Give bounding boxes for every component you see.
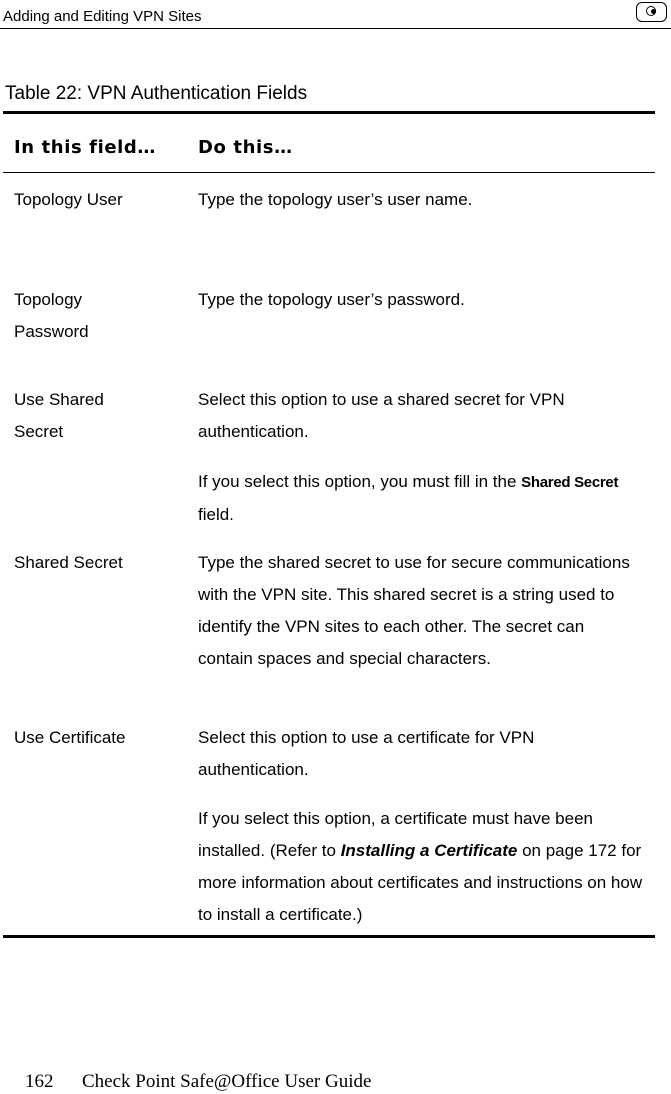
action-text: Select this option to use a certificate for VPN authentication. bbox=[198, 728, 535, 779]
field-reference: Shared Secret bbox=[521, 474, 619, 491]
table-bottom-rule bbox=[3, 935, 655, 938]
cross-reference-link[interactable]: Installing a Certificate bbox=[340, 841, 518, 860]
action-cell-topology-password bbox=[198, 284, 638, 316]
guide-title: Check Point Safe@Office User Guide bbox=[82, 1071, 372, 1092]
field-name-line: Use Shared bbox=[14, 390, 104, 409]
field-name: Use Certificate bbox=[14, 728, 126, 747]
field-cell-use-certificate bbox=[14, 722, 184, 754]
field-name-line: Secret bbox=[14, 422, 64, 441]
table-caption: Table 22: VPN Authentication Fields bbox=[5, 83, 308, 104]
section-title: Adding and Editing VPN Sites bbox=[3, 8, 202, 25]
note-text: If you select this option, you must fill in the bbox=[198, 472, 522, 491]
table-top-rule bbox=[3, 111, 655, 114]
action-note-use-shared-secret bbox=[198, 466, 628, 531]
field-cell-shared-secret bbox=[14, 547, 184, 579]
action-cell-topology-user bbox=[198, 184, 638, 216]
header-divider bbox=[0, 28, 671, 29]
header-rule bbox=[3, 172, 655, 173]
field-name-line: Topology bbox=[14, 290, 83, 309]
action-text: Type the topology user’s password. bbox=[198, 290, 465, 309]
action-text: Type the shared secret to use for secure communications with the VPN site. This shared secret is a string used to identify the VPN sites to each other. The secret can contain spaces and special characters. bbox=[198, 553, 630, 668]
note-text: field. bbox=[198, 505, 234, 524]
toggle-view-icon bbox=[636, 2, 667, 22]
action-cell-use-shared-secret bbox=[198, 384, 638, 448]
action-cell-use-certificate bbox=[198, 722, 638, 786]
field-name-line: Password bbox=[14, 322, 89, 341]
note-text: If you select this option, a certificate must have been installed. (Refer to bbox=[198, 809, 593, 860]
action-text: Select this option to use a shared secret for VPN authentication. bbox=[198, 390, 565, 441]
field-name: Shared Secret bbox=[14, 553, 123, 572]
field-cell-topology-password bbox=[14, 284, 184, 348]
note-text: on page 172 for more information about certificates and instructions on how to install a certificate.) bbox=[198, 841, 643, 924]
page-footer bbox=[25, 1071, 371, 1093]
action-note-use-certificate bbox=[198, 803, 643, 931]
action-text: Type the topology user’s user name. bbox=[198, 190, 473, 209]
page-number: 162 bbox=[25, 1071, 54, 1092]
page-header bbox=[0, 0, 671, 30]
field-cell-use-shared-secret bbox=[14, 384, 184, 448]
action-cell-shared-secret bbox=[198, 547, 638, 675]
field-cell-topology-user bbox=[14, 184, 184, 216]
field-name: Topology User bbox=[14, 190, 123, 209]
column-header-action: Do this… bbox=[198, 137, 293, 158]
column-header-field: In this field… bbox=[14, 137, 157, 158]
